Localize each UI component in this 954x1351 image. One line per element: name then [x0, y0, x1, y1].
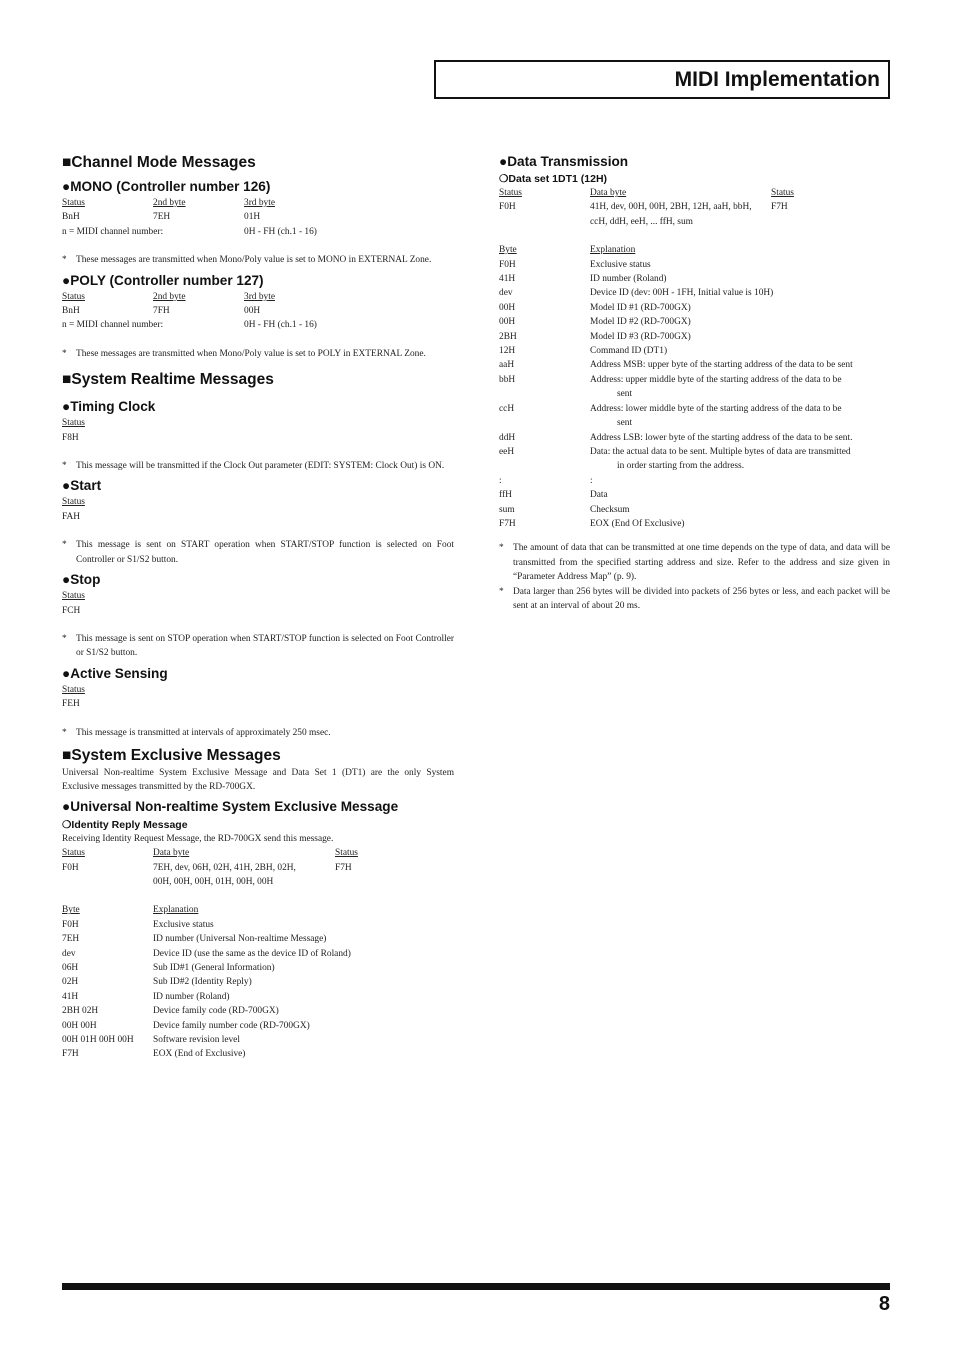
mono-byte2: 7EH	[153, 212, 171, 223]
table-row	[62, 1019, 454, 1033]
row-byte: 41H	[62, 991, 79, 1002]
table-row	[62, 1047, 454, 1061]
active-sensing-heading: ●Active Sensing	[62, 665, 168, 681]
poly-note: * These messages are transmitted when Mono/Poly value is set to POLY in EXTERNAL Zone.	[62, 347, 454, 361]
poly-heading: ●POLY (Controller number 127)	[62, 272, 264, 288]
table-row	[499, 358, 890, 372]
row-byte: 12H	[499, 346, 516, 357]
dt1-col-headers	[499, 186, 890, 200]
stop-note: * This message is sent on STOP operation when START/STOP function is selected on Foot Controller or S1/S2 button.	[62, 632, 454, 661]
identity-byte-headers	[62, 903, 454, 917]
dt1-heading: ❍Data set 1DT1 (12H)	[499, 173, 608, 185]
timing-col-status: Status	[62, 418, 85, 429]
start-heading: ●Start	[62, 478, 102, 494]
timing-status: F8H	[62, 432, 79, 443]
row-explanation: Sub ID#1 (General Information)	[153, 963, 275, 973]
row-byte: F7H	[62, 1049, 79, 1060]
start-status: FAH	[62, 511, 81, 522]
row-explanation: Device ID (dev: 00H - 1FH, Initial value is 10H)	[590, 288, 774, 299]
row-explanation: ID number (Roland)	[153, 991, 230, 1002]
row-byte: F7H	[499, 518, 516, 529]
stop-heading: ●Stop	[62, 572, 101, 588]
row-byte: 02H	[62, 977, 79, 988]
identity-data-line2: 00H, 00H, 00H, 01H, 00H, 00H	[153, 876, 274, 887]
mono-values	[62, 210, 454, 224]
active-col-status: Status	[62, 684, 85, 695]
table-row	[62, 1004, 454, 1018]
row-explanation: Command ID (DT1)	[590, 346, 668, 357]
poly-n-row	[62, 318, 454, 332]
col-3rd-byte: 3rd byte	[244, 198, 275, 208]
page-number: 8	[878, 1293, 890, 1315]
dt1-values-2	[499, 215, 890, 229]
active-note: * This message is transmitted at intervals of approximately 250 msec.	[62, 726, 454, 740]
row-explanation-cont: sent	[617, 389, 633, 400]
table-row	[499, 474, 890, 488]
dt1-status: F0H	[499, 202, 516, 213]
col-byte: Byte	[499, 245, 517, 256]
universal-heading: ●Universal Non-realtime System Exclusive Message	[62, 798, 399, 814]
table-row	[499, 258, 890, 272]
mono-n-label: n = MIDI channel number:	[62, 226, 164, 237]
row-explanation: ID number (Roland)	[590, 274, 667, 285]
col-data-byte: Data byte	[590, 188, 627, 198]
mono-note: * These messages are transmitted when Mono/Poly value is set to MONO in EXTERNAL Zone.	[62, 253, 454, 267]
active-status: FEH	[62, 699, 80, 710]
row-byte: dev	[62, 948, 76, 959]
table-row	[499, 517, 890, 531]
data-transmission-heading: ●Data Transmission	[499, 154, 629, 169]
row-explanation: Exclusive status	[590, 259, 651, 270]
row-explanation-cont: in order starting from the address.	[617, 461, 745, 472]
dt1-byte-table	[499, 258, 890, 532]
row-byte: 00H	[499, 317, 516, 328]
table-row	[499, 445, 890, 459]
sysex-heading: ■System Exclusive Messages	[62, 746, 281, 764]
row-explanation: Data	[590, 490, 608, 501]
page-title: MIDI Implementation	[674, 68, 880, 91]
dt1-byte-headers	[499, 243, 890, 257]
row-explanation: Device family number code (RD-700GX)	[153, 1020, 310, 1031]
row-explanation: Device ID (use the same as the device ID of Roland)	[153, 948, 351, 959]
row-byte: 00H 01H 00H 00H	[62, 1035, 134, 1046]
row-explanation: Model ID #1 (RD-700GX)	[590, 302, 691, 313]
row-explanation: Address: upper middle byte of the starting address of the data to be	[590, 374, 842, 385]
row-byte: 2BH	[499, 331, 517, 342]
identity-values	[62, 861, 454, 875]
row-byte: F0H	[499, 259, 516, 270]
row-explanation: Sub ID#2 (Identity Reply)	[153, 977, 252, 988]
row-byte: F0H	[62, 919, 79, 930]
row-byte: ccH	[499, 403, 515, 414]
right-column	[499, 150, 890, 613]
row-explanation: Data: the actual data to be sent. Multiple bytes of data are transmitted	[590, 446, 851, 457]
col-2nd-byte: 2nd byte	[153, 291, 186, 302]
note-asterisk: *	[499, 586, 504, 597]
note-asterisk: *	[62, 461, 67, 472]
identity-intro: Receiving Identity Request Message, the RD-700GX send this message.	[62, 833, 334, 844]
note-asterisk: *	[62, 633, 67, 644]
table-row	[499, 330, 890, 344]
row-explanation: Model ID #2 (RD-700GX)	[590, 317, 691, 328]
stop-col-status: Status	[62, 591, 85, 602]
mono-col-headers	[62, 196, 454, 210]
header-title-box	[434, 60, 890, 99]
dt1-status2: F7H	[771, 202, 788, 213]
row-byte: aaH	[499, 360, 515, 371]
row-byte: sum	[499, 504, 515, 515]
row-explanation: EOX (End Of Exclusive)	[590, 518, 685, 529]
row-explanation: Address LSB: lower byte of the starting address of the data to be sent.	[590, 432, 853, 443]
table-row	[499, 488, 890, 502]
identity-reply-heading: ❍Identity Reply Message	[62, 818, 188, 831]
row-byte: ddH	[499, 432, 516, 443]
row-explanation-cont: sent	[617, 418, 633, 429]
start-col-status: Status	[62, 497, 85, 508]
table-row	[499, 344, 890, 358]
row-byte: dev	[499, 288, 513, 299]
table-row	[499, 402, 890, 416]
row-explanation: Address MSB: upper byte of the starting address of the data to be sent	[590, 360, 853, 371]
dt1-data-line2: ccH, ddH, eeH, ... ffH, sum	[590, 216, 693, 227]
identity-data-line1: 7EH, dev, 06H, 02H, 41H, 2BH, 02H,	[153, 862, 296, 873]
table-row	[499, 373, 890, 387]
row-explanation: Address: lower middle byte of the starting address of the data to be	[590, 403, 842, 414]
note-asterisk: *	[62, 255, 67, 266]
row-byte: eeH	[499, 446, 515, 457]
row-explanation: Software revision level	[153, 1035, 240, 1046]
col-status: Status	[499, 188, 522, 198]
row-byte: 00H 00H	[62, 1020, 97, 1031]
table-row	[62, 947, 454, 961]
row-explanation: Exclusive status	[153, 919, 214, 930]
poly-col-headers	[62, 290, 454, 304]
row-byte: 7EH	[62, 934, 80, 945]
table-row	[499, 315, 890, 329]
table-row	[62, 932, 454, 946]
identity-values-2	[62, 875, 454, 889]
table-row	[499, 301, 890, 315]
mono-status: BnH	[62, 212, 80, 223]
dt1-note-1: * The amount of data that can be transmitted at one time depends on the type of data, and data will be transmitted from the specified starting address and size. Refer to the address and size given in “Parameter Address Map” (p. 9).	[499, 541, 890, 584]
row-explanation: ID number (Universal Non-realtime Message)	[153, 934, 327, 945]
table-row	[62, 990, 454, 1004]
poly-byte3: 00H	[244, 306, 261, 317]
note-asterisk: *	[62, 348, 67, 359]
mono-byte3: 01H	[244, 212, 261, 223]
table-row-continuation	[499, 459, 890, 473]
col-status: Status	[62, 291, 85, 302]
row-explanation: Checksum	[590, 504, 630, 515]
col-byte: Byte	[62, 905, 80, 916]
note-asterisk: *	[62, 727, 67, 738]
col-2nd-byte: 2nd byte	[153, 198, 186, 208]
sysex-intro: Universal Non-realtime System Exclusive Message and Data Set 1 (DT1) are the only System Exclusive messages transmitted by the RD-700GX.	[62, 767, 454, 793]
row-byte: :	[499, 475, 502, 486]
row-explanation: Model ID #3 (RD-700GX)	[590, 331, 691, 342]
row-byte: 00H	[499, 302, 516, 313]
row-byte: 41H	[499, 274, 516, 285]
table-row	[62, 918, 454, 932]
table-row	[499, 431, 890, 445]
footer-rule	[62, 1283, 890, 1290]
table-row	[499, 272, 890, 286]
dt1-note-2: * Data larger than 256 bytes will be divided into packets of 256 bytes or less, and each packet will be sent at an interval of about 20 ms.	[499, 585, 890, 614]
note-asterisk: *	[62, 540, 67, 551]
table-row	[62, 961, 454, 975]
table-row-continuation	[499, 387, 890, 401]
poly-n-label: n = MIDI channel number:	[62, 320, 164, 331]
row-byte: ffH	[499, 490, 512, 501]
col-3rd-byte: 3rd byte	[244, 291, 275, 302]
row-explanation: :	[590, 475, 593, 486]
table-row	[499, 503, 890, 517]
row-explanation: EOX (End of Exclusive)	[153, 1049, 246, 1060]
table-row	[62, 975, 454, 989]
identity-byte-table	[62, 918, 454, 1062]
identity-status2: F7H	[335, 862, 352, 873]
mono-n-value: 0H - FH (ch.1 - 16)	[244, 226, 317, 237]
col-status-2: Status	[335, 848, 358, 859]
stop-status: FCH	[62, 605, 81, 616]
timing-clock-heading: ●Timing Clock	[62, 399, 156, 415]
col-status-2: Status	[771, 188, 794, 198]
note-asterisk: *	[499, 543, 504, 554]
poly-n-value: 0H - FH (ch.1 - 16)	[244, 320, 317, 331]
start-note: * This message is sent on START operation when START/STOP function is selected on Foot Controller or S1/S2 button.	[62, 538, 454, 567]
realtime-heading: ■System Realtime Messages	[62, 371, 274, 389]
poly-values	[62, 304, 454, 318]
mono-heading: ●MONO (Controller number 126)	[62, 179, 271, 194]
col-data-byte: Data byte	[153, 848, 190, 859]
identity-status: F0H	[62, 862, 79, 873]
poly-status: BnH	[62, 306, 80, 317]
timing-note: * This message will be transmitted if the Clock Out parameter (EDIT: SYSTEM: Clock Out) is ON.	[62, 459, 454, 473]
dt1-values	[499, 200, 890, 214]
row-byte: bbH	[499, 374, 516, 385]
col-explanation: Explanation	[590, 245, 636, 256]
identity-col-headers	[62, 846, 454, 860]
channel-mode-heading: ■Channel Mode Messages	[62, 154, 256, 171]
col-status: Status	[62, 198, 85, 208]
col-explanation: Explanation	[153, 905, 199, 916]
left-column	[62, 150, 454, 1062]
poly-byte2: 7FH	[153, 306, 170, 317]
col-status: Status	[62, 848, 85, 859]
row-byte: 2BH 02H	[62, 1006, 99, 1017]
table-row	[499, 286, 890, 300]
row-byte: 06H	[62, 963, 79, 973]
dt1-data-line1: 41H, dev, 00H, 00H, 2BH, 12H, aaH, bbH,	[590, 202, 752, 213]
table-row-continuation	[499, 416, 890, 430]
row-explanation: Device family code (RD-700GX)	[153, 1006, 279, 1017]
table-row	[62, 1033, 454, 1047]
mono-n-row	[62, 225, 454, 239]
